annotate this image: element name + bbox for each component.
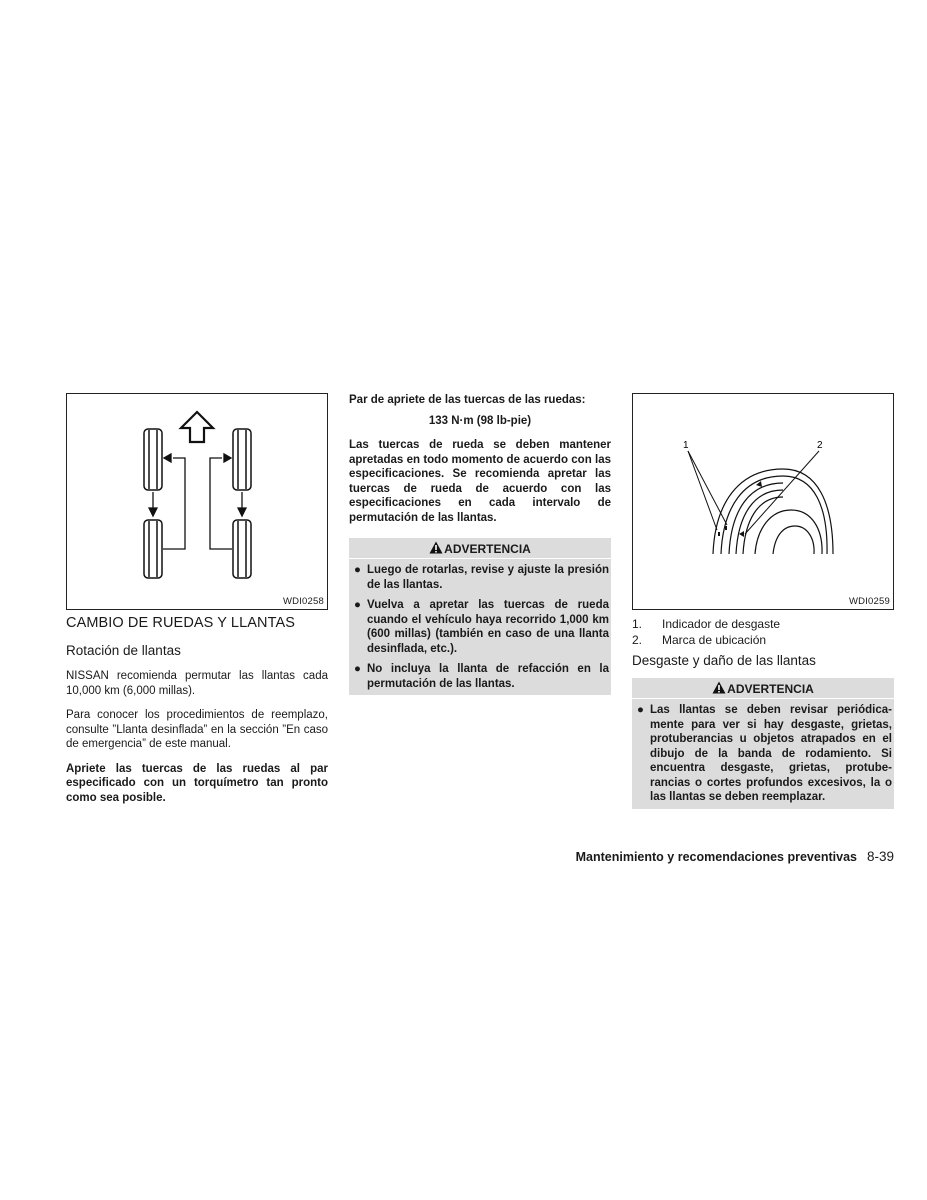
torque-title: Par de apriete de las tuercas de las ruedas:: [349, 394, 586, 406]
legend-item: [632, 632, 894, 648]
warning-item: [353, 563, 609, 592]
warning-item-text: Vuelva a apretar las tuercas de rueda cuando el vehículo haya recorrido 1,000 km (600 millas) (también en caso de una llanta desinflada, etc.).: [367, 599, 609, 655]
tire-illustration: [713, 469, 833, 554]
warning-item: [636, 703, 892, 805]
tire-rear-right: [233, 520, 251, 578]
figure-legend: [632, 616, 894, 648]
warning-item-text: Luego de rotarlas, revise y ajuste la presión de las llantas.: [367, 564, 609, 591]
subsection-title-wear: Desgaste y daño de las llantas: [632, 653, 816, 668]
warning-box-wear: [632, 678, 894, 809]
callout-1: 1: [683, 440, 689, 451]
legend-text: Marca de ubicación: [662, 633, 767, 647]
warning-item-text: Las llantas se deben revisar periódica-mente para ver si hay desgaste, grietas, protuberancias u objetos atrapados en el dibujo de la banda de rodamiento. Si encuentra desgaste, grietas, protube-rancias o cortes profundos excesivos, la o las llantas se deben reemplazar.: [650, 704, 892, 803]
front-to-rear-arrows: [149, 492, 246, 516]
tire-wear-diagram: [633, 394, 893, 609]
warning-triangle-icon: [712, 681, 726, 694]
column-middle: [349, 393, 611, 695]
paragraph-torque-instruction: Apriete las tuercas de las ruedas al par especificado con un torquímetro tan pronto como sea posible.: [66, 762, 328, 804]
paragraph-recommendation: NISSAN recomienda permutar las llantas cada 10,000 km (6,000 millas).: [66, 670, 328, 697]
warning-title: ADVERTENCIA: [444, 542, 531, 556]
legend-text: Indicador de desgaste: [662, 617, 781, 631]
warning-header: [632, 678, 894, 699]
tire-wear-figure: [632, 393, 894, 610]
tire-rotation-figure: [66, 393, 328, 610]
page-footer: [576, 849, 894, 864]
section-title: CAMBIO DE RUEDAS Y LLANTAS: [66, 615, 296, 631]
warning-list: [632, 699, 894, 805]
bullet-dot-icon: ●: [354, 663, 361, 675]
warning-triangle-icon: [429, 541, 443, 554]
warning-header: [349, 538, 611, 559]
bullet-dot-icon: ●: [637, 704, 644, 716]
warning-list: [349, 559, 611, 691]
torque-value: 133 N·m (98 lb-pie): [428, 414, 532, 427]
torque-note: Las tuercas de rueda se deben mantener apretadas en todo momento de acuerdo con las especificaciones. Se recomienda apretar las tuercas de rueda de acuerdo con las especificaciones en cada intervalo de permutación de las llantas.: [349, 439, 611, 524]
tire-rotation-diagram: [67, 394, 327, 609]
legend-number: 2.: [632, 633, 643, 647]
warning-box-rotation: [349, 538, 611, 695]
paragraph-procedures: Para conocer los procedimientos de reemplazo, consulte ”Llanta desinflada” en la sección ”En caso de emergencia” de este manual.: [66, 709, 328, 750]
forward-arrow-icon: [181, 412, 213, 442]
rear-to-front-arrows: [163, 454, 232, 549]
warning-title: ADVERTENCIA: [727, 682, 814, 696]
subsection-title-rotation: Rotación de llantas: [66, 643, 181, 658]
warning-item: [353, 598, 609, 656]
column-right: [632, 393, 894, 809]
legend-item: [632, 616, 894, 632]
bullet-dot-icon: ●: [354, 564, 361, 576]
figure-code: WDI0258: [282, 596, 324, 607]
warning-item-text: No incluya la llanta de refacción en la permutación de las llantas.: [367, 663, 609, 690]
footer-title: Mantenimiento y recomendaciones preventivas: [575, 850, 857, 864]
legend-number: 1.: [632, 617, 643, 631]
tire-rear-left: [144, 520, 162, 578]
column-left: [66, 393, 328, 805]
page-number: 8-39: [866, 849, 894, 864]
tire-front-left: [144, 429, 162, 490]
callout-2: 2: [817, 440, 823, 451]
warning-item: [353, 662, 609, 691]
figure-code: WDI0259: [848, 596, 890, 607]
tire-front-right: [233, 429, 251, 490]
bullet-dot-icon: ●: [354, 599, 361, 611]
